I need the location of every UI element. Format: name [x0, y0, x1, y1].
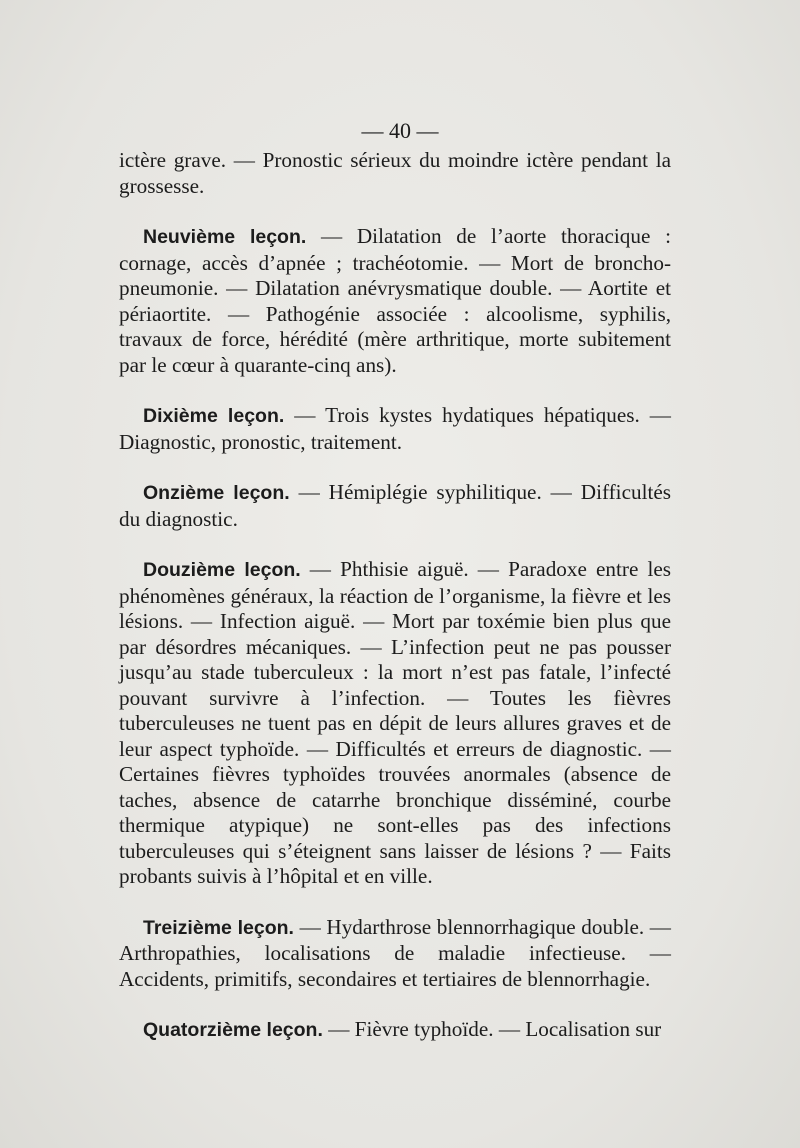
intro-paragraph: ictère grave. — Pronostic sérieux du moindre ictère pendant la grossesse.: [119, 148, 671, 198]
lesson-heading: Quatorzième leçon.: [143, 1019, 323, 1041]
lesson-paragraph: [119, 915, 671, 993]
lesson-heading: Dixième leçon.: [143, 405, 285, 427]
lesson-heading: Treizième leçon.: [143, 916, 294, 939]
lesson-text: — Hydarthrose blennorrhagique double. — Arthropathies, localisations de maladie infectieuse. — Accidents, primitifs, secondaires et tertiaires de blennorrhagie.: [119, 914, 671, 991]
lesson-text: — Trois kystes hydatiques hépatiques. — Diagnostic, pronostic, traitement.: [119, 403, 671, 454]
lesson-text: — Hémiplégie syphilitique. — Difficultés du diagnostic.: [119, 480, 671, 531]
lesson-text: — Dilatation de l’aorte thoracique : cornage, accès d’apnée ; trachéotomie. — Mort de broncho-pneumonie. — Dilatation anévrysmatique double. — Aortite et périaortite. — Pathogénie associée : alcoolisme, syphilis, travaux de force, hérédité (mère arthritique, morte subitement par le cœur à quarante-cinq ans).: [119, 224, 671, 377]
lesson-text: — Fièvre typhoïde. — Localisation sur: [322, 1017, 662, 1041]
lesson-paragraph: [119, 557, 671, 890]
lesson-paragraph: [119, 403, 671, 455]
lesson-paragraph: [119, 480, 671, 532]
lesson-text: — Phthisie aiguë. — Paradoxe entre les phénomènes généraux, la réaction de l’organisme, la fièvre et les lésions. — Infection aiguë. — Mort par toxémie bien plus que par désordres mécaniques. — L’infection peut ne pas pousser jusqu’au stade tuberculeux : la mort n’est pas fatale, l’infecté pouvant survivre à l’infection. — Toutes les fièvres tuberculeuses ne tuent pas en dépit de leurs allures graves et de leur aspect typhoïde. — Difficultés et erreurs de diagnostic. — Certaines fièvres typhoïdes trouvées anormales (absence de taches, absence de catarrhe bronchique disséminé, courbe thermique atypique) ne sont-elles pas des infections tuberculeuses qui s’éteignent sans laisser de lésions ? — Faits probants suivis à l’hôpital et en ville.: [119, 557, 671, 888]
page-number: — 40 —: [361, 118, 439, 143]
lesson-heading: Neuvième leçon.: [143, 226, 307, 248]
lesson-heading: Douzième leçon.: [143, 559, 301, 581]
lesson-paragraph: [119, 224, 671, 378]
lesson-heading: Onzième leçon.: [143, 482, 290, 504]
lesson-paragraph: [119, 1017, 671, 1044]
page-body: [119, 148, 671, 1044]
